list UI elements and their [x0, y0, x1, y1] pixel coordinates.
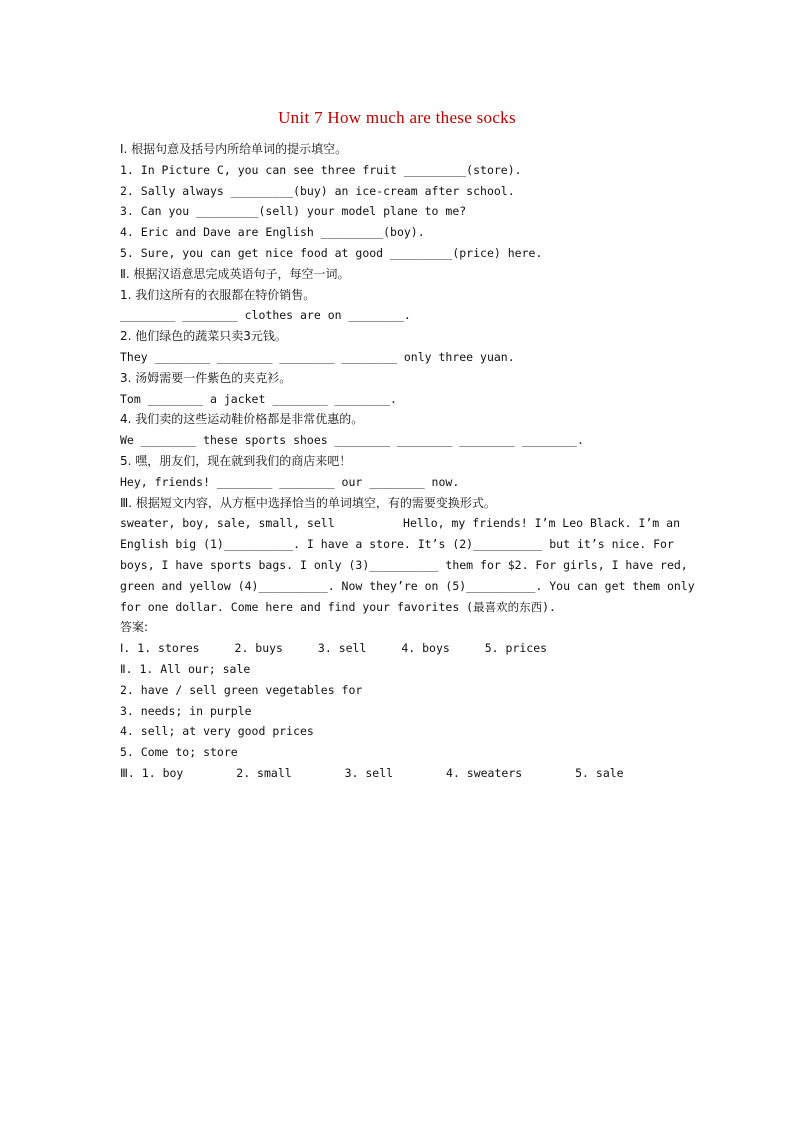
section2-chinese-prompt: 3. 汤姆需要一件紫色的夹克衫。 [120, 370, 292, 385]
answer-item: 1. boy [141, 765, 184, 780]
section1-item: 2. Sally always _________(buy) an ice-cream after school. [120, 183, 515, 198]
answer-item: 2. buys [234, 641, 283, 656]
section2-chinese-prompt: 4. 我们卖的这些运动鞋价格都是非常优惠的。 [120, 412, 364, 427]
section2-english-blank: ________ ________ clothes are on ________. [120, 308, 411, 323]
answer-item: 4. sweaters [446, 765, 523, 780]
section2-english-blank: We ________ these sports shoes ________ ________ ________ ________. [120, 433, 584, 448]
passage-line: English big (1)__________. I have a store. It’s (2)__________ but it’s nice. For [120, 537, 674, 552]
section1-heading: Ⅰ. 根据句意及括号内所给单词的提示填空。 [120, 142, 348, 156]
answer-item: 5. prices [484, 641, 548, 656]
section2-english-blank: Hey, friends! ________ ________ our ________ now. [120, 474, 460, 489]
answers-section2: 2. have / sell green vegetables for [120, 682, 363, 697]
answer-item: 3. sell [317, 641, 367, 656]
answer-item: 1. stores [137, 641, 200, 656]
answer-label: Ⅲ. [120, 765, 135, 780]
answer-item: 3. sell [344, 765, 394, 780]
section2-chinese-prompt: 5. 嘿，朋友们，现在就到我们的商店来吧！ [120, 453, 352, 468]
answers-section2: 4. sell; at very good prices [120, 724, 314, 739]
answers-heading: 答案: [120, 620, 149, 635]
section1-item: 3. Can you _________(sell) your model plane to me? [120, 204, 467, 219]
answer-label: Ⅰ. [120, 641, 131, 656]
passage-line: for one dollar. Come here and find your favorites (最喜欢的东西). [120, 599, 556, 614]
section1-item: 5. Sure, you can get nice food at good _________(price) here. [120, 245, 543, 260]
answers-section1 [120, 638, 680, 659]
section2-chinese-prompt: 2. 他们绿色的蔬菜只卖3元钱。 [120, 329, 287, 344]
section1-item: 4. Eric and Dave are English _________(boy). [120, 225, 425, 240]
answer-item: 5. sale [575, 765, 624, 780]
word-box: sweater, boy, sale, small, sell [120, 516, 335, 531]
passage-text: Hello, my friends! I’m Leo Black. I’m an [403, 516, 680, 531]
section2-english-blank: Tom ________ a jacket ________ ________. [120, 391, 397, 406]
passage-line [120, 513, 680, 534]
passage-line: green and yellow (4)__________. Now they’re on (5)__________. You can get them only [120, 578, 695, 593]
section2-english-blank: They ________ ________ ________ ________ only three yuan. [120, 349, 515, 364]
answers-section2: Ⅱ. 1. All our; sale [120, 661, 251, 676]
answer-item: 4. boys [401, 641, 450, 656]
section1-item: 1. In Picture C, you can see three fruit _________(store). [120, 162, 522, 177]
section2-heading: Ⅱ. 根据汉语意思完成英语句子，每空一词。 [120, 266, 350, 281]
answers-section2: 5. Come to; store [120, 745, 238, 760]
answer-item: 2. small [236, 765, 292, 780]
page-title: Unit 7 How much are these socks [278, 108, 516, 127]
section3-heading: Ⅲ. 根据短文内容，从方框中选择恰当的单词填空，有的需要变换形式。 [120, 495, 496, 510]
section2-chinese-prompt: 1. 我们这所有的衣服都在特价销售。 [120, 287, 316, 302]
passage-line: boys, I have sports bags. I only (3)__________ them for $2. For girls, I have red, [120, 557, 688, 572]
answers-section2: 3. needs; in purple [120, 703, 252, 718]
answers-section3 [120, 763, 680, 784]
document-body [120, 139, 695, 784]
